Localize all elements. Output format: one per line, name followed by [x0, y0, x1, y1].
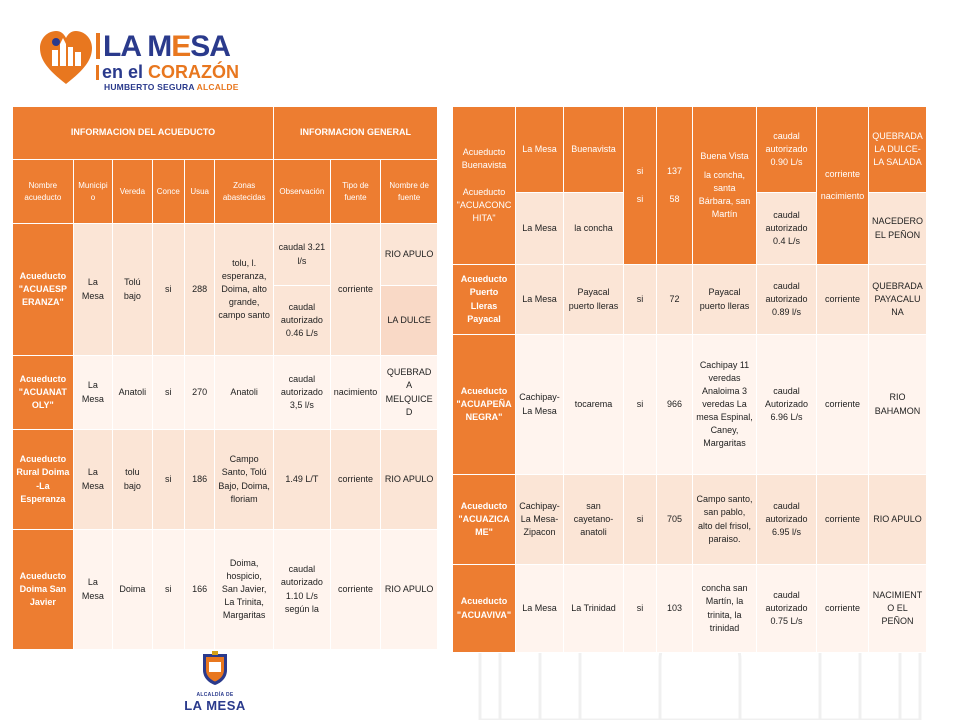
table-row [13, 430, 438, 530]
cell-conce: si [624, 565, 657, 653]
cell-vereda: tocarema [564, 335, 624, 475]
header-acueducto-info: INFORMACION DEL ACUEDUCTO [13, 107, 274, 160]
cell-tipo-fuente: corriente [817, 475, 869, 565]
cell-tipo-2: nacimiento [820, 190, 865, 201]
cell-tipo-fuente: corriente [330, 530, 381, 650]
cell-tipo-fuente: corriente [330, 430, 381, 530]
col-header-vereda: Vereda [113, 160, 152, 224]
aqueduct-name-buenavista: Acueducto Buenavista [461, 146, 507, 170]
aqueduct-name-acuaconchita: Acueducto "ACUACONCHITA" [456, 186, 512, 224]
cell-tipo-fuente [817, 107, 869, 265]
cell-observacion: 1.49 L/T [274, 430, 331, 530]
cell-usua [657, 107, 693, 265]
col-header-conce: Conce [152, 160, 184, 224]
cell-usua: 186 [184, 430, 214, 530]
cell-municipio: La Mesa [516, 193, 564, 265]
cell-conce: si [624, 335, 657, 475]
seal-caption: ALCALDÍA DE [196, 692, 234, 698]
right-aqueduct-table [452, 106, 927, 653]
cell-conce-2: si [636, 193, 644, 204]
logo-subtitle-cor: CORAZÓN [148, 62, 240, 82]
col-header-municipio: Municipio [73, 160, 112, 224]
cell-usua-2: 58 [669, 193, 680, 204]
left-aqueduct-table [12, 106, 438, 650]
cell-vereda: tolu bajo [113, 430, 152, 530]
aqueduct-name: Acueducto "ACUAESPERANZA" [13, 224, 74, 356]
aqueduct-name: Acueducto Doima San Javier [13, 530, 74, 650]
cell-nombre-fuente: QUEBRADA PAYACALUNA [869, 265, 927, 335]
cell-conce: si [152, 356, 184, 430]
cell-vereda: san cayetano-anatoli [564, 475, 624, 565]
aqueduct-name: Acueducto Puerto Lleras Payacal [453, 265, 516, 335]
col-header-nombre-fuente: Nombre de fuente [381, 160, 438, 224]
cell-conce: si [624, 475, 657, 565]
logo-title-prefix: LA M [103, 30, 172, 63]
cell-nombre-fuente: QUEBRADA LA DULCE- LA SALADA [869, 107, 927, 193]
cell-municipio: La Mesa [73, 530, 112, 650]
brand-logo [38, 28, 238, 94]
col-header-zonas: Zonas abastecidas [215, 160, 274, 224]
table-row [13, 530, 438, 650]
logo-person-role: ALCALDE [196, 82, 239, 92]
cell-zonas: tolu, l. esperanza, Doima, alto grande, campo santo [215, 224, 274, 356]
cell-observacion: caudal autorizado 3,5 l/s [274, 356, 331, 430]
cell-observacion: caudal autorizado 0.89 l/s [757, 265, 817, 335]
cell-vereda: La Trinidad [564, 565, 624, 653]
col-header-tipo-fuente: Tipo de fuente [330, 160, 381, 224]
cell-tipo-fuente: corriente [330, 224, 381, 356]
cell-nombre-fuente: NACIMIENTO EL PEÑON [869, 565, 927, 653]
heart-city-icon [38, 28, 94, 88]
cell-nombre-fuente: QUEBRADA MELQUICED [381, 356, 438, 430]
cell-zonas-title: Buena Vista [700, 150, 749, 161]
cell-vereda: Anatoli [113, 356, 152, 430]
cell-tipo-fuente: corriente [817, 335, 869, 475]
cell-zonas: Anatoli [215, 356, 274, 430]
logo-subtitle [96, 62, 239, 83]
cell-observacion: caudal autorizado 6.95 l/s [757, 475, 817, 565]
cell-municipio: La Mesa [73, 224, 112, 356]
cell-nombre-fuente: NACEDERO EL PEÑON [869, 193, 927, 265]
table-row [453, 107, 927, 193]
cell-observacion: caudal autorizado 0.75 L/s [757, 565, 817, 653]
cell-vereda: Payacal puerto lleras [564, 265, 624, 335]
cell-conce-1: si [636, 166, 644, 177]
logo-person [104, 82, 239, 92]
header-general-info: INFORMACION GENERAL [274, 107, 438, 160]
cell-vereda: Doima [113, 530, 152, 650]
cell-municipio: La Mesa [516, 107, 564, 193]
cell-usua: 288 [184, 224, 214, 356]
logo-person-name: HUMBERTO SEGURA [104, 82, 195, 92]
cell-nombre-fuente: RIO APULO [869, 475, 927, 565]
cell-observacion: caudal autorizado 0.4 L/s [757, 193, 817, 265]
cell-municipio: La Mesa [516, 265, 564, 335]
cell-zonas: Payacal puerto lleras [693, 265, 757, 335]
cell-usua: 166 [184, 530, 214, 650]
cell-conce: si [624, 265, 657, 335]
cell-nombre-fuente: LA DULCE [381, 286, 438, 356]
aqueduct-name: Acueducto Rural Doima -La Esperanza [13, 430, 74, 530]
cell-municipio: La Mesa [73, 356, 112, 430]
logo-title [96, 30, 230, 64]
cell-observacion: caudal Autorizado 6.96 L/s [757, 335, 817, 475]
alcaldia-seal [170, 650, 260, 720]
cell-observacion: caudal autorizado 0.90 L/s [757, 107, 817, 193]
table-row [453, 565, 927, 653]
logo-e-glyph: E [171, 30, 191, 63]
table-row [453, 335, 927, 475]
cell-zonas: concha san Martín, la trinita, la trinidad [693, 565, 757, 653]
col-header-usua: Usua [184, 160, 214, 224]
cell-tipo-1: corriente [824, 169, 860, 180]
cell-observacion: caudal autorizado 1.10 L/s según la [274, 530, 331, 650]
cell-zonas: Campo santo, san pablo, alto del frisol, paraiso. [693, 475, 757, 565]
cell-observacion: caudal autorizado 0.46 L/s [274, 286, 331, 356]
divider-bar-small [96, 65, 99, 80]
cell-conce: si [152, 430, 184, 530]
aqueduct-name: Acueducto "ACUAZICAME" [453, 475, 516, 565]
cell-conce: si [152, 224, 184, 356]
cell-zonas: Doima, hospicio, San Javier, La Trinita, Margaritas [215, 530, 274, 650]
aqueduct-name: Acueducto "ACUAPEÑA NEGRA" [453, 335, 516, 475]
cell-conce: si [152, 530, 184, 650]
logo-subtitle-en: en el [102, 62, 144, 82]
cell-nombre-fuente: RIO APULO [381, 224, 438, 286]
cell-municipio: Cachipay-La Mesa-Zipacon [516, 475, 564, 565]
logo-title-suffix: SA [190, 30, 230, 63]
cell-usua: 103 [657, 565, 693, 653]
table-row [453, 265, 927, 335]
cell-observacion: caudal 3.21 l/s [274, 224, 331, 286]
col-header-observacion: Observación [274, 160, 331, 224]
col-header-nombre: Nombre acueducto [13, 160, 74, 224]
cell-usua: 270 [184, 356, 214, 430]
cell-municipio: La Mesa [516, 565, 564, 653]
divider-bar [96, 33, 100, 59]
cell-zonas: Campo Santo, Tolú Bajo, Doima, floriam [215, 430, 274, 530]
cell-zonas: Cachipay 11 veredas Analoima 3 veredas La mesa Espinal, Caney, Margaritas [693, 335, 757, 475]
seal-title: LA MESA [184, 698, 246, 713]
table-row [453, 475, 927, 565]
cell-conce [624, 107, 657, 265]
cell-usua: 705 [657, 475, 693, 565]
cell-usua: 72 [657, 265, 693, 335]
cell-vereda: Buenavista [564, 107, 624, 193]
cell-usua-1: 137 [666, 166, 683, 177]
aqueduct-name: Acueducto "ACUAVIVA" [453, 565, 516, 653]
cell-usua: 966 [657, 335, 693, 475]
cell-municipio: Cachipay-La Mesa [516, 335, 564, 475]
table-row [13, 224, 438, 286]
cell-tipo-fuente: corriente [817, 265, 869, 335]
aqueduct-name: Acueducto "ACUANATOLY" [13, 356, 74, 430]
table-row [13, 356, 438, 430]
cell-tipo-fuente: corriente [817, 565, 869, 653]
cell-nombre-fuente: RIO APULO [381, 430, 438, 530]
cell-vereda: la concha [564, 193, 624, 265]
aqueduct-name-group [453, 107, 516, 265]
cell-tipo-fuente: nacimiento [330, 356, 381, 430]
cell-zonas [693, 107, 757, 265]
shield-icon [200, 650, 230, 686]
cell-municipio: La Mesa [73, 430, 112, 530]
cell-vereda: Tolú bajo [113, 224, 152, 356]
cell-nombre-fuente: RIO APULO [381, 530, 438, 650]
cell-zonas-list: la concha, santa Bárbara, san Martín [698, 169, 751, 220]
cell-nombre-fuente: RIO BAHAMON [869, 335, 927, 475]
